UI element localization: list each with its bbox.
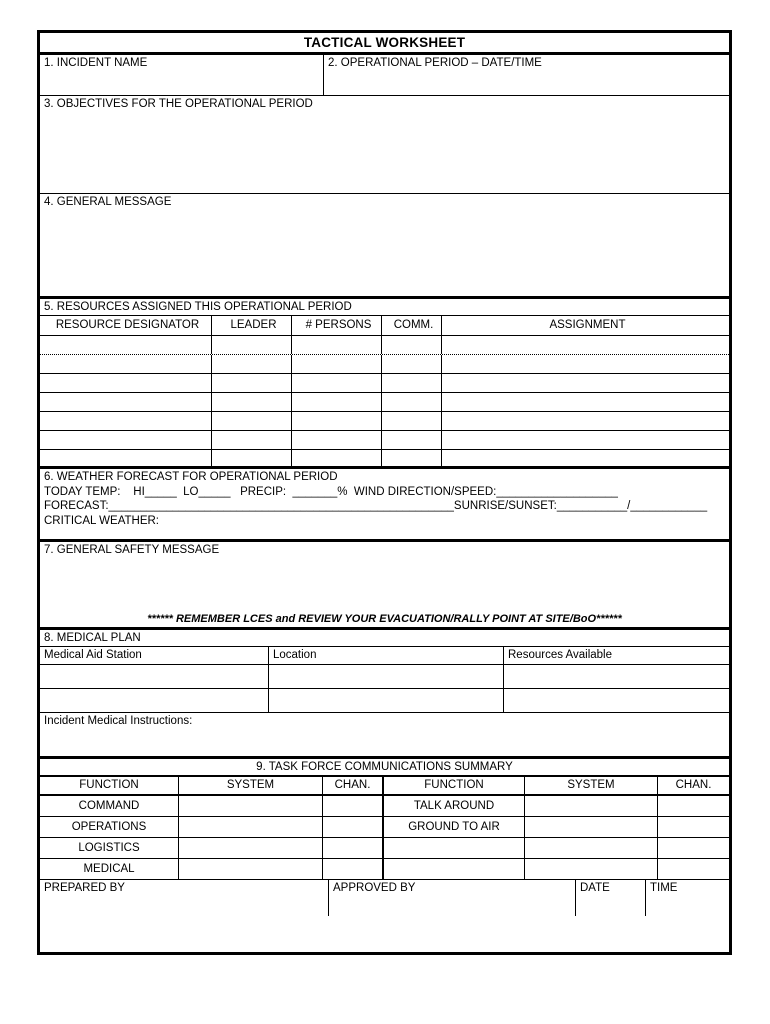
field-objectives[interactable] [40,96,729,194]
input-precip[interactable]: _______ [292,485,338,498]
resources-table [40,316,729,469]
cell-persons[interactable] [292,336,382,354]
section-9-header [40,759,729,777]
cell-function-left: MEDICAL [40,859,179,879]
cell-leader[interactable] [212,431,292,449]
table-row[interactable] [40,689,729,713]
label-incident-medical-instructions: Incident Medical Instructions: [44,715,193,727]
cell-medical-aid-station[interactable] [40,689,269,712]
input-forecast[interactable]: ______________________________________________________ [108,500,454,512]
field-operational-period[interactable] [324,55,729,95]
cell-comm[interactable] [382,431,442,449]
cell-resources-available[interactable] [504,689,729,712]
table-row[interactable] [40,393,729,412]
cell-leader[interactable] [212,374,292,392]
cell-persons[interactable] [292,374,382,392]
cell-leader[interactable] [212,355,292,373]
communications-header-row [40,777,729,796]
col-persons: # PERSONS [292,316,382,335]
label-weather-forecast: 6. WEATHER FORECAST FOR OPERATIONAL PERIOD [44,471,338,483]
col-function-right: FUNCTION [384,777,525,794]
cell-persons[interactable] [292,393,382,411]
col-resources-available: Resources Available [508,649,612,661]
cell-function-right[interactable] [384,838,525,858]
cell-persons[interactable] [292,412,382,430]
cell-persons[interactable] [292,355,382,373]
field-incident-name[interactable] [40,55,324,95]
cell-function-left: OPERATIONS [40,817,179,837]
col-location: Location [269,647,504,664]
table-row[interactable] [40,450,729,469]
cell-comm[interactable] [382,412,442,430]
label-incident-name: 1. INCIDENT NAME [44,57,148,69]
label-prepared-by: PREPARED BY [44,882,125,894]
cell-assignment[interactable] [442,450,729,466]
page-title: TACTICAL WORKSHEET [303,35,466,50]
cell-assignment[interactable] [442,412,729,430]
sun-separator: / [627,500,631,512]
label-time: TIME [650,882,678,894]
cell-leader[interactable] [212,450,292,466]
input-temp-lo[interactable]: _____ [198,485,231,498]
cell-resource-designator[interactable] [40,412,212,430]
cell-chan-left[interactable] [323,859,384,879]
cell-location[interactable] [269,665,504,688]
table-row[interactable] [40,355,729,374]
cell-system-left[interactable] [179,859,323,879]
field-general-safety-message[interactable] [40,542,729,630]
label-operational-period: 2. OPERATIONAL PERIOD – DATE/TIME [328,57,542,69]
section-5-header [40,299,729,316]
cell-chan-left[interactable] [323,796,384,816]
label-temp-hi: HI [133,485,145,498]
table-row[interactable] [40,817,729,838]
field-prepared-by[interactable] [40,880,329,916]
section-8-header [40,630,729,647]
cell-system-left[interactable] [179,838,323,858]
cell-comm[interactable] [382,450,442,466]
table-row[interactable] [40,412,729,431]
label-today-temp: TODAY TEMP: [44,485,121,498]
col-assignment: ASSIGNMENT [549,319,626,331]
label-communications-summary: 9. TASK FORCE COMMUNICATIONS SUMMARY [256,761,513,773]
cell-function-right: TALK AROUND [384,796,525,816]
col-system-right: SYSTEM [525,777,658,794]
col-function-left: FUNCTION [40,777,179,794]
cell-system-left[interactable] [179,796,323,816]
label-approved-by: APPROVED BY [333,882,416,894]
field-incident-medical-instructions[interactable] [40,713,729,759]
cell-leader[interactable] [212,336,292,354]
cell-chan-right[interactable] [658,859,729,879]
cell-comm[interactable] [382,336,442,354]
weather-forecast-line [44,499,729,514]
label-date: DATE [580,882,610,894]
cell-medical-aid-station[interactable] [40,665,269,688]
cell-persons[interactable] [292,450,382,466]
field-critical-weather[interactable] [44,514,729,529]
cell-system-right[interactable] [525,859,658,879]
cell-chan-right[interactable] [658,796,729,816]
cell-chan-right[interactable] [658,838,729,858]
label-percent: % [337,485,348,498]
cell-resource-designator[interactable] [40,336,212,354]
cell-assignment[interactable] [442,431,729,449]
table-row[interactable] [40,336,729,355]
cell-resource-designator[interactable] [40,450,212,466]
label-general-safety-message: 7. GENERAL SAFETY MESSAGE [44,544,220,556]
col-leader: LEADER [212,316,292,335]
table-row[interactable] [40,431,729,450]
cell-chan-left[interactable] [323,817,384,837]
label-resources-assigned: 5. RESOURCES ASSIGNED THIS OPERATIONAL PERIOD [44,301,352,313]
label-general-message: 4. GENERAL MESSAGE [44,196,172,208]
resources-header-row [40,316,729,336]
label-temp-lo: LO [183,485,199,498]
communications-table [40,777,729,880]
label-precip: PRECIP: [240,485,287,498]
label-forecast: FORECAST: [44,500,109,512]
label-medical-plan: 8. MEDICAL PLAN [44,632,141,644]
cell-resource-designator[interactable] [40,393,212,411]
cell-function-left: COMMAND [40,796,179,816]
label-objectives: 3. OBJECTIVES FOR THE OPERATIONAL PERIOD [44,98,313,110]
cell-system-right[interactable] [525,817,658,837]
field-time[interactable] [646,880,729,916]
signature-footer-row [40,880,729,916]
col-system-left: SYSTEM [179,777,323,794]
field-date[interactable] [576,880,646,916]
col-medical-aid-station: Medical Aid Station [40,647,269,664]
table-row[interactable] [40,859,729,880]
cell-function-right: GROUND TO AIR [384,817,525,837]
field-approved-by[interactable] [329,880,576,916]
cell-system-right[interactable] [525,838,658,858]
cell-system-right[interactable] [525,796,658,816]
cell-resources-available[interactable] [504,665,729,688]
lces-reminder-notice: ****** REMEMBER LCES and REVIEW YOUR EVACUATION/RALLY POINT AT SITE/BoO****** [147,613,622,625]
input-wind-direction-speed[interactable]: ___________________ [496,485,618,498]
cell-assignment[interactable] [442,374,729,392]
cell-leader[interactable] [212,412,292,430]
cell-leader[interactable] [212,393,292,411]
label-wind-direction-speed: WIND DIRECTION/SPEED: [353,485,497,498]
table-row[interactable] [40,838,729,859]
cell-resource-designator[interactable] [40,355,212,373]
cell-resource-designator[interactable] [40,431,212,449]
medical-plan-table [40,647,729,713]
cell-assignment[interactable] [442,393,729,411]
tactical-worksheet-form [37,30,732,955]
section-1-2-row [40,55,729,96]
cell-chan-left[interactable] [323,838,384,858]
cell-comm[interactable] [382,393,442,411]
input-temp-hi[interactable]: _____ [144,485,177,498]
col-chan-right: CHAN. [675,779,712,791]
table-row[interactable] [40,665,729,689]
cell-assignment[interactable] [442,355,729,373]
col-chan-left: CHAN. [323,777,384,794]
cell-function-left: LOGISTICS [40,838,179,858]
weather-today-line [44,485,729,500]
field-general-message[interactable] [40,194,729,299]
table-row[interactable] [40,796,729,817]
cell-function-right[interactable] [384,859,525,879]
cell-comm[interactable] [382,374,442,392]
label-sunrise-sunset: SUNRISE/SUNSET: [453,500,557,512]
table-row[interactable] [40,374,729,393]
medical-header-row [40,647,729,665]
cell-comm[interactable] [382,355,442,373]
input-sunset[interactable]: ____________ [630,500,708,512]
cell-persons[interactable] [292,431,382,449]
label-critical-weather: CRITICAL WEATHER: [44,514,160,527]
cell-chan-right[interactable] [658,817,729,837]
input-sunrise[interactable]: ___________ [556,500,628,512]
col-resource-designator: RESOURCE DESIGNATOR [40,316,212,335]
section-6-weather [40,469,729,542]
form-title-bar [40,33,729,55]
cell-system-left[interactable] [179,817,323,837]
col-comm: COMM. [382,316,442,335]
cell-assignment[interactable] [442,336,729,354]
cell-resource-designator[interactable] [40,374,212,392]
cell-location[interactable] [269,689,504,712]
